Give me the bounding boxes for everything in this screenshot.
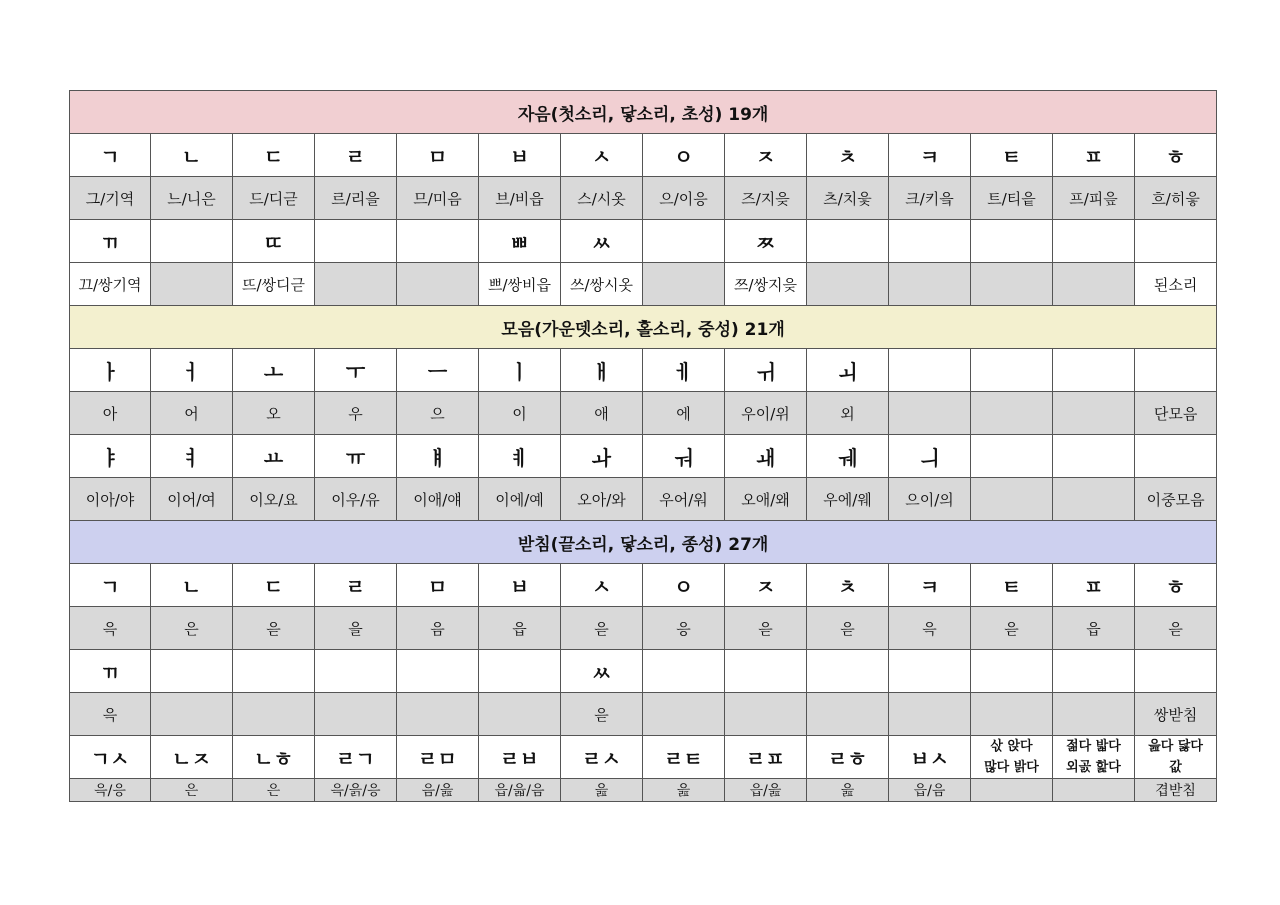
- empty-cell: [1053, 693, 1135, 736]
- jamo-name-cell: 우어/워: [643, 478, 725, 521]
- empty-cell: [643, 220, 725, 263]
- empty-cell: [971, 220, 1053, 263]
- batchim-name-row: [70, 693, 1217, 736]
- jamo-name-cell: 겹받침: [1135, 779, 1217, 802]
- jamo-name-cell: 츠/치읓: [807, 177, 889, 220]
- empty-cell: [1053, 478, 1135, 521]
- jamo-name-cell: 오애/왜: [725, 478, 807, 521]
- jamo-cell: ㅂㅅ: [889, 736, 971, 779]
- jamo-cell: 삯 앉다 많다 밝다: [971, 736, 1053, 779]
- jamo-cell: ㅋ: [889, 564, 971, 607]
- jamo-name-cell: 오아/와: [561, 478, 643, 521]
- empty-cell: [725, 650, 807, 693]
- jamo-cell: ㅓ: [151, 349, 233, 392]
- jamo-name-cell: 읃: [725, 607, 807, 650]
- empty-cell: [889, 650, 971, 693]
- jamo-cell: ㅛ: [233, 435, 315, 478]
- vowels-glyph-row: [70, 349, 1217, 392]
- batchim-glyph-row: [70, 736, 1217, 779]
- jamo-name-cell: 읊: [643, 779, 725, 802]
- empty-cell: [971, 263, 1053, 306]
- jamo-cell: ㄱ: [70, 564, 151, 607]
- jamo-cell: ㅂ: [479, 134, 561, 177]
- empty-cell: [479, 693, 561, 736]
- jamo-cell: ㅕ: [151, 435, 233, 478]
- empty-cell: [315, 650, 397, 693]
- jamo-name-cell: 은: [233, 779, 315, 802]
- jamo-name-cell: 스/시옷: [561, 177, 643, 220]
- jamo-cell: ㅒ: [397, 435, 479, 478]
- empty-cell: [151, 263, 233, 306]
- jamo-cell: ㄴ: [151, 564, 233, 607]
- jamo-name-cell: 윽/읅/응: [315, 779, 397, 802]
- empty-cell: [1135, 220, 1217, 263]
- consonants-glyph-row: [70, 220, 1217, 263]
- jamo-name-cell: 그/기역: [70, 177, 151, 220]
- empty-cell: [397, 650, 479, 693]
- batchim-section-title: 받침(끝소리, 닿소리, 종성) 27개: [70, 521, 1217, 564]
- batchim-name-row: [70, 607, 1217, 650]
- jamo-name-cell: 으이/의: [889, 478, 971, 521]
- jamo-cell: ㅐ: [561, 349, 643, 392]
- jamo-cell: ㅆ: [561, 220, 643, 263]
- jamo-name-cell: 음: [397, 607, 479, 650]
- jamo-name-cell: 윽: [70, 693, 151, 736]
- jamo-cell: ㄹㅁ: [397, 736, 479, 779]
- jamo-cell: ㅜ: [315, 349, 397, 392]
- batchim-glyph-row: [70, 564, 1217, 607]
- empty-cell: [151, 693, 233, 736]
- jamo-name-cell: 느/니은: [151, 177, 233, 220]
- jamo-cell: ㄹㅅ: [561, 736, 643, 779]
- jamo-cell: ㄴ: [151, 134, 233, 177]
- hangul-table-sheet: [69, 90, 1217, 802]
- consonants-glyph-row: [70, 134, 1217, 177]
- empty-cell: [1053, 263, 1135, 306]
- jamo-cell: ㄲ: [70, 220, 151, 263]
- jamo-name-cell: 드/디귿: [233, 177, 315, 220]
- empty-cell: [807, 220, 889, 263]
- empty-cell: [807, 263, 889, 306]
- empty-cell: [1053, 220, 1135, 263]
- jamo-cell: ㅢ: [889, 435, 971, 478]
- jamo-cell: ㄹㅌ: [643, 736, 725, 779]
- jamo-name-cell: 이오/요: [233, 478, 315, 521]
- jamo-cell: ㅌ: [971, 134, 1053, 177]
- jamo-name-cell: 이아/야: [70, 478, 151, 521]
- jamo-cell: ㅈ: [725, 134, 807, 177]
- jamo-name-cell: 이중모음: [1135, 478, 1217, 521]
- jamo-name-cell: 프/피읖: [1053, 177, 1135, 220]
- jamo-name-cell: 이: [479, 392, 561, 435]
- empty-cell: [889, 392, 971, 435]
- empty-cell: [315, 220, 397, 263]
- jamo-name-cell: 읍: [1053, 607, 1135, 650]
- empty-cell: [643, 650, 725, 693]
- jamo-name-cell: 크/키읔: [889, 177, 971, 220]
- jamo-name-cell: 뜨/쌍디귿: [233, 263, 315, 306]
- empty-cell: [1053, 435, 1135, 478]
- jamo-cell: ㅍ: [1053, 134, 1135, 177]
- jamo-name-cell: 끄/쌍기역: [70, 263, 151, 306]
- jamo-name-cell: 윽: [889, 607, 971, 650]
- empty-cell: [315, 263, 397, 306]
- jamo-cell: 읊다 닳다 값: [1135, 736, 1217, 779]
- jamo-cell: ㅞ: [807, 435, 889, 478]
- jamo-cell: ㅘ: [561, 435, 643, 478]
- jamo-name-cell: 에: [643, 392, 725, 435]
- jamo-name-cell: 읊: [807, 779, 889, 802]
- jamo-name-cell: 은: [151, 779, 233, 802]
- jamo-name-cell: 응: [643, 607, 725, 650]
- jamo-cell: ㅁ: [397, 564, 479, 607]
- jamo-cell: ㅗ: [233, 349, 315, 392]
- jamo-cell: ㅖ: [479, 435, 561, 478]
- jamo-name-cell: 윽/응: [70, 779, 151, 802]
- vowels-glyph-row: [70, 435, 1217, 478]
- jamo-name-cell: 읃: [807, 607, 889, 650]
- jamo-cell: ㄱ: [70, 134, 151, 177]
- hangul-table: [69, 90, 1217, 802]
- empty-cell: [971, 650, 1053, 693]
- jamo-cell: ㄱㅅ: [70, 736, 151, 779]
- jamo-name-cell: 단모음: [1135, 392, 1217, 435]
- empty-cell: [1135, 435, 1217, 478]
- jamo-name-cell: 쯔/쌍지읒: [725, 263, 807, 306]
- jamo-name-cell: 읍/읊: [725, 779, 807, 802]
- jamo-cell: ㅚ: [807, 349, 889, 392]
- jamo-cell: ㄴㅎ: [233, 736, 315, 779]
- jamo-name-cell: 읃: [1135, 607, 1217, 650]
- jamo-cell: ㅆ: [561, 650, 643, 693]
- jamo-name-cell: 으/이응: [643, 177, 725, 220]
- jamo-cell: ㅋ: [889, 134, 971, 177]
- jamo-cell: ㅊ: [807, 564, 889, 607]
- jamo-name-cell: 쁘/쌍비읍: [479, 263, 561, 306]
- empty-cell: [807, 693, 889, 736]
- jamo-name-cell: 아: [70, 392, 151, 435]
- jamo-cell: ㅏ: [70, 349, 151, 392]
- empty-cell: [971, 392, 1053, 435]
- jamo-cell: ㅎ: [1135, 564, 1217, 607]
- jamo-name-cell: 된소리: [1135, 263, 1217, 306]
- jamo-cell: ㅟ: [725, 349, 807, 392]
- jamo-name-cell: 윽: [70, 607, 151, 650]
- jamo-cell: ㅊ: [807, 134, 889, 177]
- jamo-cell: ㅑ: [70, 435, 151, 478]
- jamo-name-cell: 흐/히읗: [1135, 177, 1217, 220]
- jamo-cell: ㅝ: [643, 435, 725, 478]
- jamo-name-cell: 읃: [561, 607, 643, 650]
- batchim-glyph-row: [70, 650, 1217, 693]
- jamo-cell: ㅙ: [725, 435, 807, 478]
- jamo-name-cell: 애: [561, 392, 643, 435]
- jamo-cell: ㅇ: [643, 564, 725, 607]
- jamo-name-cell: 으: [397, 392, 479, 435]
- empty-cell: [971, 779, 1053, 802]
- jamo-name-cell: 외: [807, 392, 889, 435]
- jamo-cell: ㅍ: [1053, 564, 1135, 607]
- jamo-cell: ㄹㅂ: [479, 736, 561, 779]
- empty-cell: [151, 220, 233, 263]
- jamo-cell: ㅡ: [397, 349, 479, 392]
- jamo-name-cell: 브/비읍: [479, 177, 561, 220]
- hangul-table-body: [70, 91, 1217, 802]
- jamo-cell: ㅈ: [725, 564, 807, 607]
- jamo-name-cell: 읃: [561, 693, 643, 736]
- jamo-name-cell: 므/미음: [397, 177, 479, 220]
- jamo-cell: ㄹ: [315, 564, 397, 607]
- jamo-name-cell: 이우/유: [315, 478, 397, 521]
- jamo-cell: ㅔ: [643, 349, 725, 392]
- jamo-cell: ㅃ: [479, 220, 561, 263]
- jamo-cell: ㄹㅎ: [807, 736, 889, 779]
- jamo-cell: ㅠ: [315, 435, 397, 478]
- empty-cell: [1053, 779, 1135, 802]
- jamo-cell: ㅎ: [1135, 134, 1217, 177]
- empty-cell: [479, 650, 561, 693]
- consonants-name-row: [70, 263, 1217, 306]
- empty-cell: [1135, 650, 1217, 693]
- jamo-cell: ㄹ: [315, 134, 397, 177]
- empty-cell: [397, 263, 479, 306]
- jamo-name-cell: 이애/얘: [397, 478, 479, 521]
- jamo-cell: ㅌ: [971, 564, 1053, 607]
- jamo-name-cell: 읍: [479, 607, 561, 650]
- jamo-name-cell: 음/읊: [397, 779, 479, 802]
- jamo-name-cell: 이에/예: [479, 478, 561, 521]
- empty-cell: [971, 693, 1053, 736]
- jamo-name-cell: 우에/웨: [807, 478, 889, 521]
- jamo-name-cell: 오: [233, 392, 315, 435]
- consonants-header-row: [70, 91, 1217, 134]
- empty-cell: [971, 435, 1053, 478]
- jamo-cell: ㅉ: [725, 220, 807, 263]
- empty-cell: [643, 693, 725, 736]
- empty-cell: [643, 263, 725, 306]
- jamo-cell: ㄹㄱ: [315, 736, 397, 779]
- empty-cell: [233, 693, 315, 736]
- empty-cell: [315, 693, 397, 736]
- empty-cell: [725, 693, 807, 736]
- jamo-name-cell: 읃: [233, 607, 315, 650]
- jamo-cell: ㅁ: [397, 134, 479, 177]
- empty-cell: [889, 349, 971, 392]
- jamo-name-cell: 즈/지읒: [725, 177, 807, 220]
- consonants-name-row: [70, 177, 1217, 220]
- empty-cell: [889, 263, 971, 306]
- jamo-cell: 젊다 밟다 외곬 핥다: [1053, 736, 1135, 779]
- vowels-name-row: [70, 392, 1217, 435]
- vowels-name-row: [70, 478, 1217, 521]
- jamo-name-cell: 읍/음: [889, 779, 971, 802]
- empty-cell: [971, 349, 1053, 392]
- empty-cell: [889, 693, 971, 736]
- empty-cell: [971, 478, 1053, 521]
- consonants-section-title: 자음(첫소리, 닿소리, 초성) 19개: [70, 91, 1217, 134]
- batchim-header-row: [70, 521, 1217, 564]
- empty-cell: [1135, 349, 1217, 392]
- empty-cell: [1053, 392, 1135, 435]
- jamo-cell: ㄷ: [233, 134, 315, 177]
- jamo-cell: ㅅ: [561, 134, 643, 177]
- jamo-name-cell: 트/티읕: [971, 177, 1053, 220]
- jamo-name-cell: 읃: [971, 607, 1053, 650]
- jamo-name-cell: 우이/위: [725, 392, 807, 435]
- empty-cell: [397, 693, 479, 736]
- jamo-cell: ㅣ: [479, 349, 561, 392]
- jamo-cell: ㅂ: [479, 564, 561, 607]
- empty-cell: [807, 650, 889, 693]
- empty-cell: [151, 650, 233, 693]
- vowels-header-row: [70, 306, 1217, 349]
- jamo-cell: ㅅ: [561, 564, 643, 607]
- jamo-name-cell: 어: [151, 392, 233, 435]
- vowels-section-title: 모음(가운뎃소리, 홀소리, 중성) 21개: [70, 306, 1217, 349]
- jamo-cell: ㄴㅈ: [151, 736, 233, 779]
- jamo-cell: ㄲ: [70, 650, 151, 693]
- jamo-name-cell: 은: [151, 607, 233, 650]
- jamo-cell: ㄸ: [233, 220, 315, 263]
- jamo-name-cell: 을: [315, 607, 397, 650]
- empty-cell: [233, 650, 315, 693]
- jamo-name-cell: 이어/여: [151, 478, 233, 521]
- jamo-name-cell: 쌍받침: [1135, 693, 1217, 736]
- empty-cell: [1053, 349, 1135, 392]
- jamo-name-cell: 쓰/쌍시옷: [561, 263, 643, 306]
- empty-cell: [397, 220, 479, 263]
- jamo-name-cell: 읊: [561, 779, 643, 802]
- empty-cell: [889, 220, 971, 263]
- jamo-name-cell: 르/리을: [315, 177, 397, 220]
- jamo-cell: ㅇ: [643, 134, 725, 177]
- batchim-name-row: [70, 779, 1217, 802]
- jamo-name-cell: 우: [315, 392, 397, 435]
- jamo-name-cell: 읍/읇/음: [479, 779, 561, 802]
- jamo-cell: ㄹㅍ: [725, 736, 807, 779]
- empty-cell: [1053, 650, 1135, 693]
- jamo-cell: ㄷ: [233, 564, 315, 607]
